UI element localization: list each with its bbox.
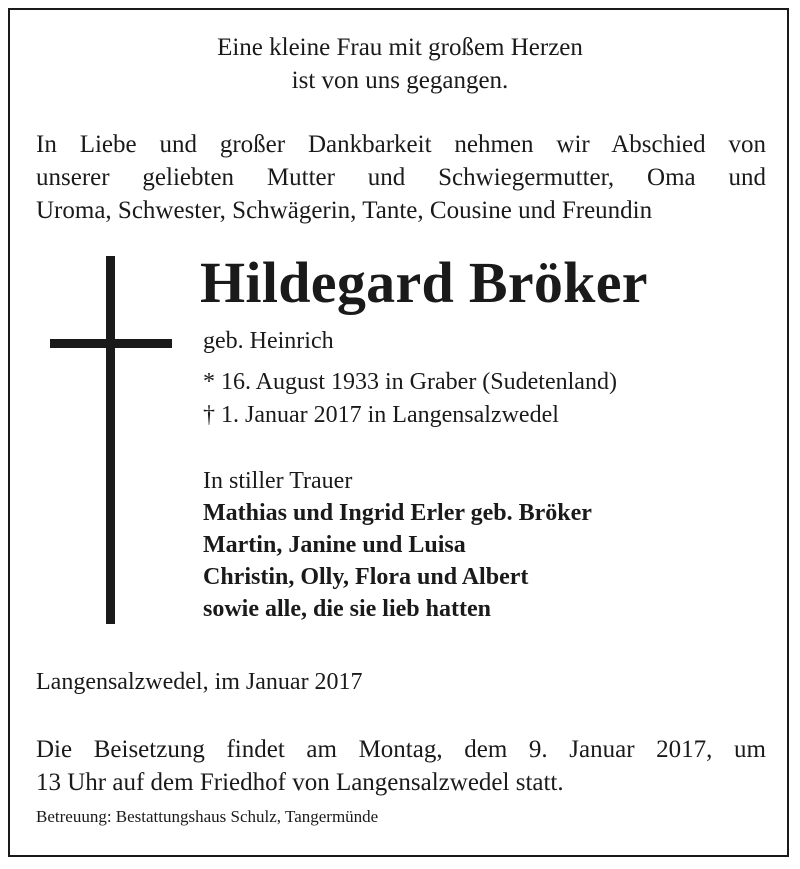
mourning-heading: In stiller Trauer	[203, 468, 353, 494]
life-dates	[203, 366, 617, 432]
mourner-line: Mathias und Ingrid Erler geb. Bröker	[203, 500, 592, 526]
birth-date: * 16. August 1933 in Graber (Sudetenland)	[203, 369, 617, 395]
birth-name: geb. Heinrich	[203, 328, 334, 354]
intro-line-2: unserer geliebten Mutter und Schwiegermutter, Oma und	[36, 164, 766, 191]
place-date: Langensalzwedel, im Januar 2017	[36, 669, 363, 695]
intro-line-3: Uroma, Schwester, Schwägerin, Tante, Cousine und Freundin	[36, 197, 653, 224]
funeral-info	[36, 733, 766, 799]
intro-line-1: In Liebe und großer Dankbarkeit nehmen wir Abschied von	[36, 131, 766, 158]
deceased-name: Hildegard Bröker	[200, 250, 648, 315]
funeral-home-credit: Betreuung: Bestattungshaus Schulz, Tangermünde	[36, 807, 379, 826]
mourner-line: Christin, Olly, Flora und Albert	[203, 564, 529, 590]
motto-line-1: Eine kleine Frau mit großem Herzen	[217, 34, 583, 61]
intro-paragraph	[36, 128, 766, 227]
cross-icon-crossbar	[50, 339, 172, 348]
mourners-block	[203, 465, 592, 625]
motto-line-2: ist von uns gegangen.	[291, 67, 509, 94]
death-date: † 1. Januar 2017 in Langensalzwedel	[203, 402, 559, 428]
funeral-line-1: Die Beisetzung findet am Montag, dem 9. Januar 2017, um	[36, 736, 766, 763]
cross-icon	[106, 256, 115, 624]
funeral-line-2: 13 Uhr auf dem Friedhof von Langensalzwedel statt.	[36, 769, 564, 796]
mourner-line: sowie alle, die sie lieb hatten	[203, 596, 491, 622]
mourner-line: Martin, Janine und Luisa	[203, 532, 466, 558]
